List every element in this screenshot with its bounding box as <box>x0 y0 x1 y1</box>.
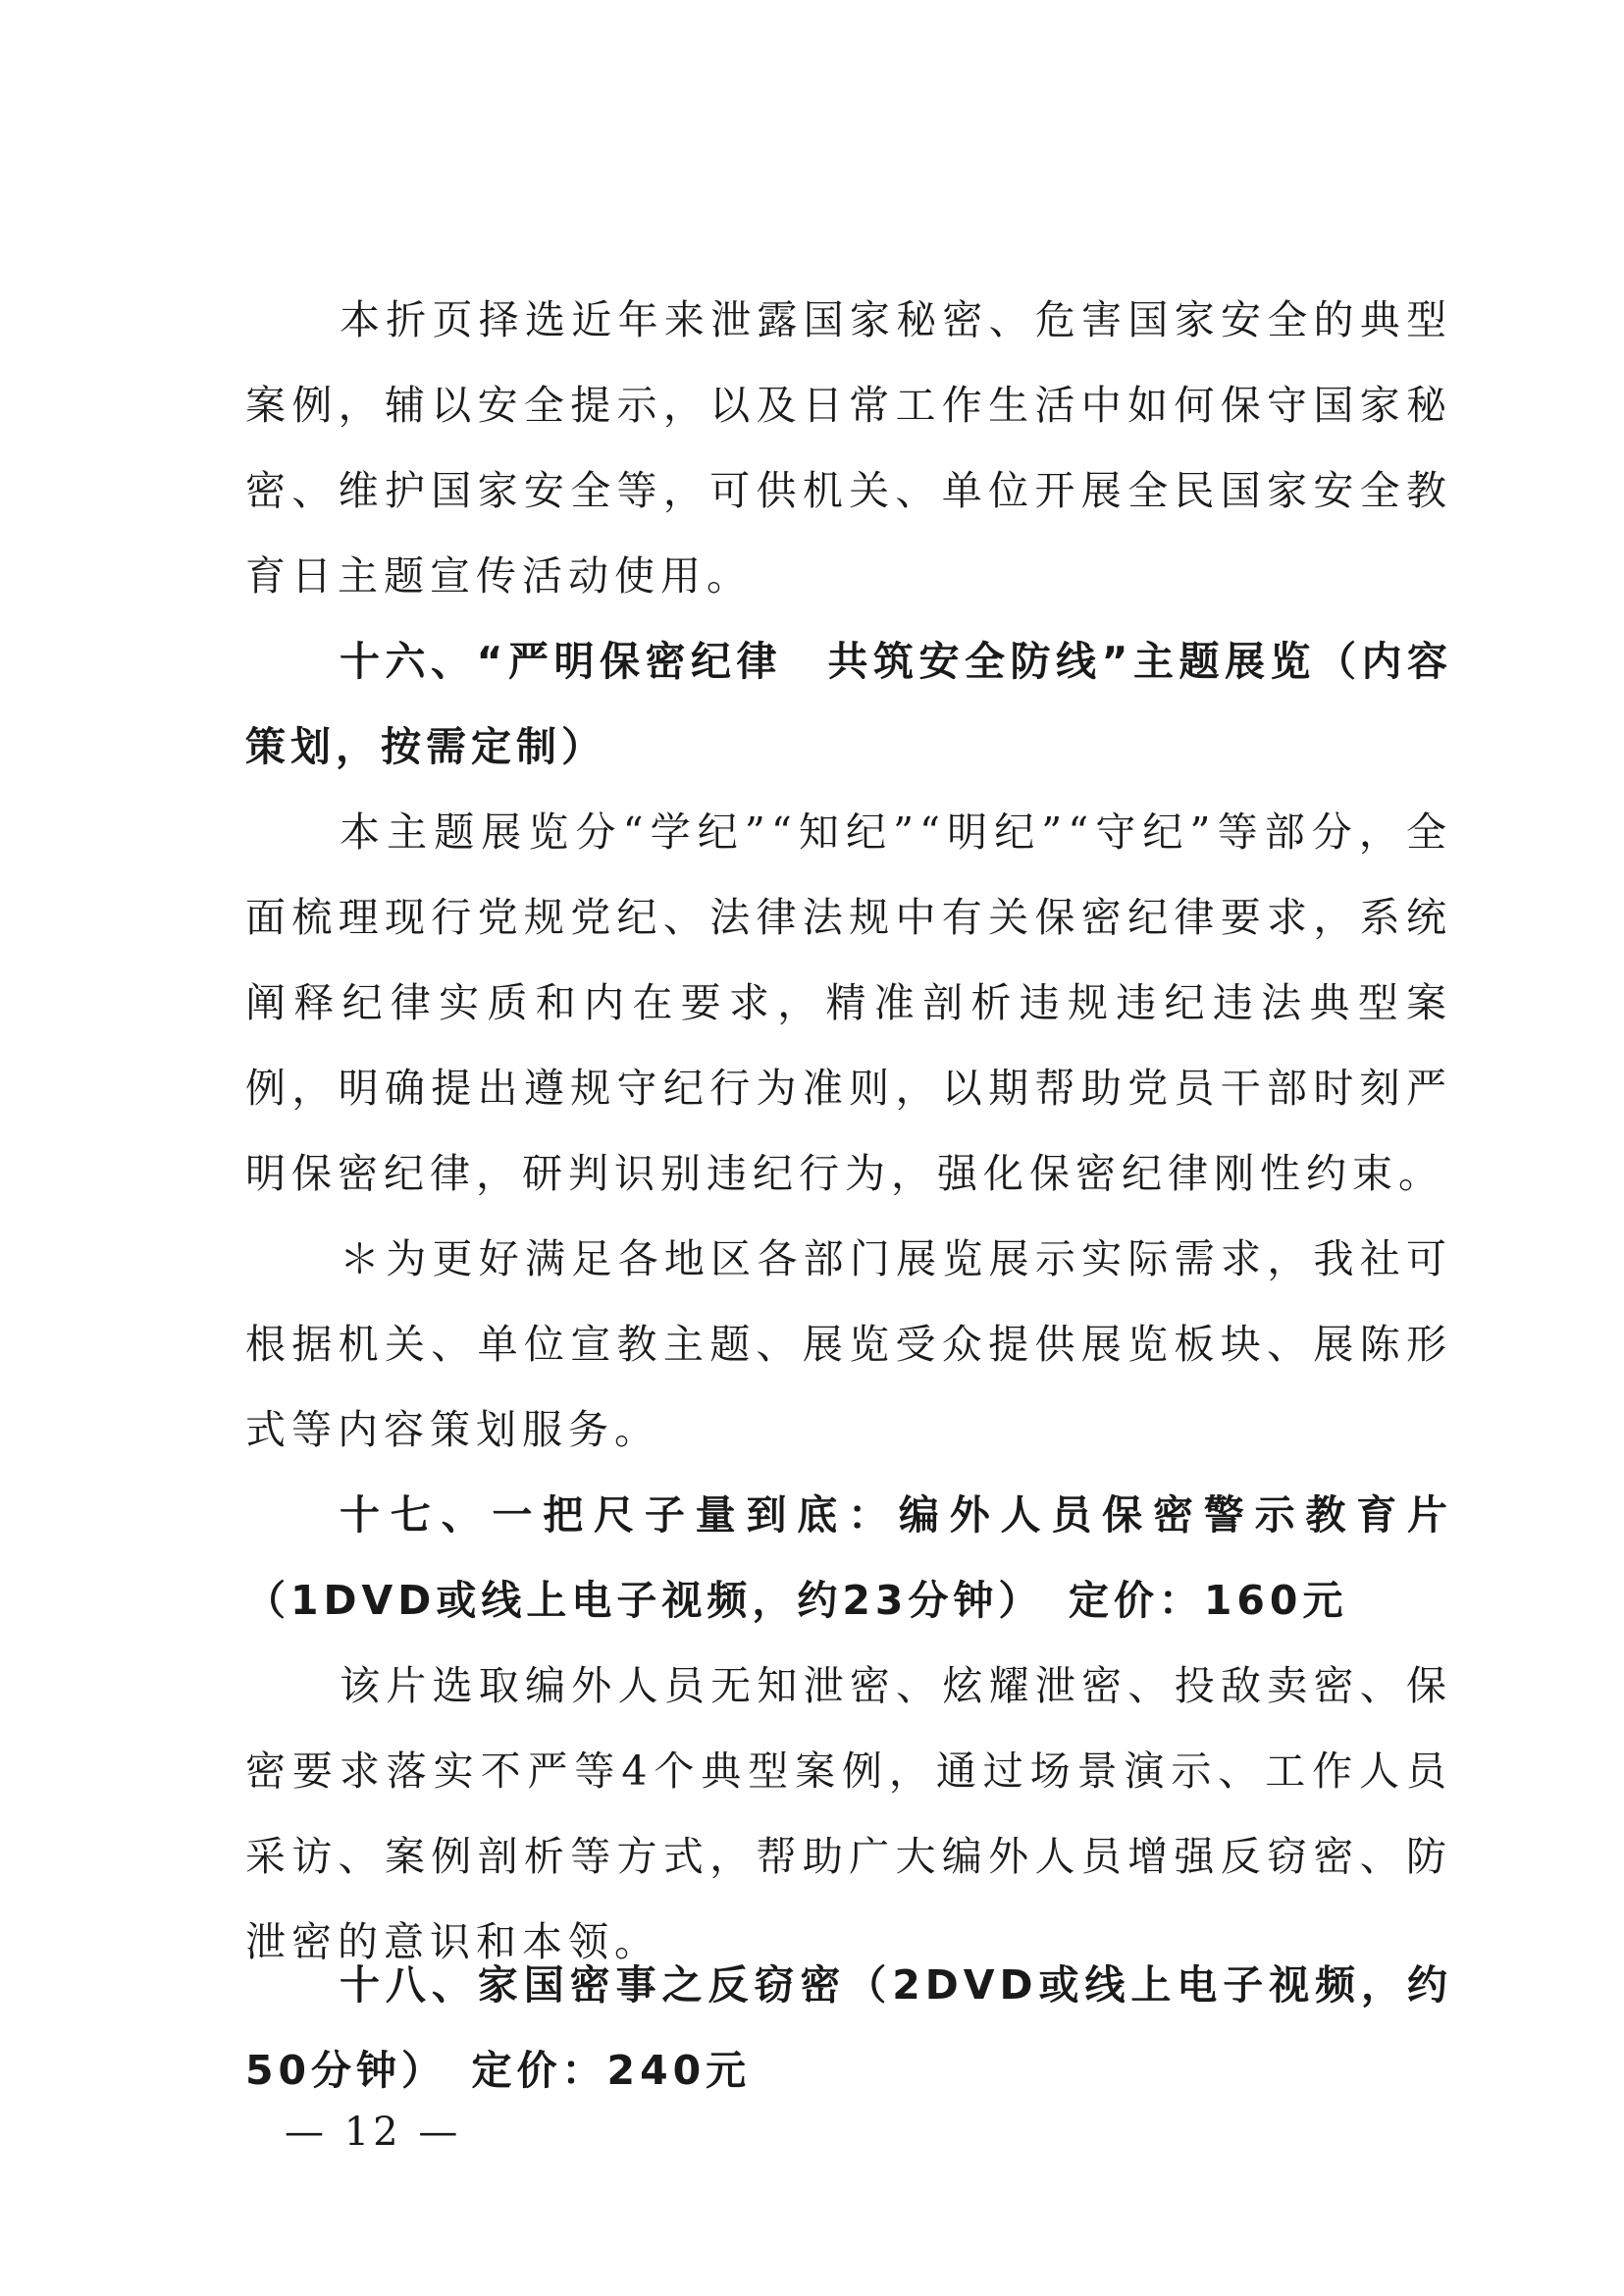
section-16-heading: 十六、“严明保密纪律 共筑安全防线”主题展览（内容策划，按需定制） <box>245 638 1452 770</box>
section-17-body: 该片选取编外人员无知泄密、炫耀泄密、投敌卖密、保密要求落实不严等4个典型案例，通过场景演示、工作人员采访、案例剖析等方式，帮助广大编外人员增强反窃密、防泄密的意识和本领。 <box>245 1662 1452 1965</box>
section-16-body: 本主题展览分“学纪”“知纪”“明纪”“守纪”等部分，全面梳理现行党规党纪、法律法规中有关保密纪律要求，系统阐释纪律实质和内在要求，精准剖析违规违纪违法典型案例，明确提出遵规守纪行为准则，以期帮助党员干部时刻严明保密纪律，研判识别违纪行为，强化保密纪律刚性约束。 <box>245 809 1452 1197</box>
section-16-note: ＊为更好满足各地区各部门展览展示实际需求，我社可根据机关、单位宣教主题、展览受众提供展览板块、展陈形式等内容策划服务。 <box>245 1235 1452 1453</box>
section-18-heading: 十八、家国密事之反窃密（2DVD或线上电子视频，约50分钟） 定价：240元 <box>245 1961 1452 2094</box>
section-17-heading: 十七、一把尺子量到底：编外人员保密警示教育片（1DVD或线上电子视频，约23分钟） 定价：160元 <box>245 1491 1452 1624</box>
intro-paragraph: 本折页择选近年来泄露国家秘密、危害国家安全的典型案例，辅以安全提示，以及日常工作生活中如何保守国家秘密、维护国家安全等，可供机关、单位开展全民国家安全教育日主题宣传活动使用。 <box>245 296 1452 600</box>
page-number: — 12 — <box>285 2110 462 2155</box>
